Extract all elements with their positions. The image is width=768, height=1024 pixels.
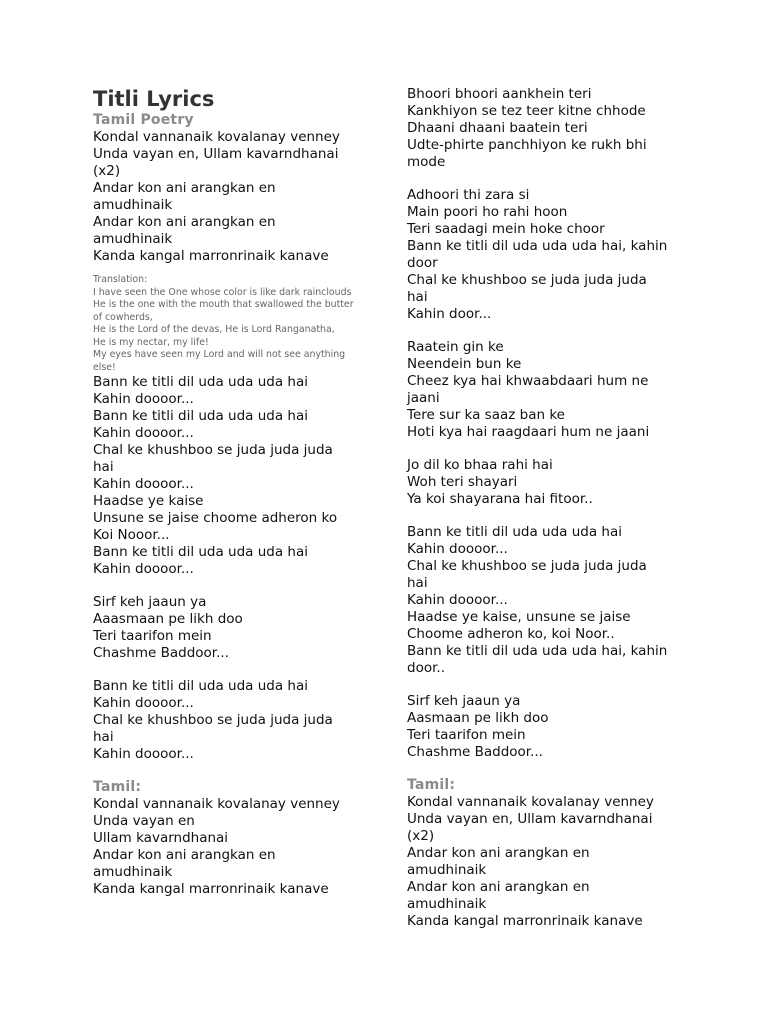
- text-line: amudhinaik: [407, 862, 487, 878]
- text-line: Kankhiyon se tez teer kitne chhode: [407, 103, 646, 119]
- tamil-heading-right: Tamil:: [407, 777, 456, 793]
- stanza-4: [407, 457, 697, 508]
- text-line: Udte-phirte panchhiyon ke rukh bhi: [407, 137, 647, 153]
- text-line: Bhoori bhoori aankhein teri: [407, 86, 592, 102]
- text-line: mode: [407, 154, 446, 170]
- text-line: He is my nectar, my life!: [93, 336, 209, 348]
- text-line: Bann ke titli dil uda uda uda hai: [93, 544, 309, 560]
- text-line: Andar kon ani arangkan en: [93, 180, 276, 196]
- text-line: hai: [407, 289, 428, 305]
- text-line: Chashme Baddoor...: [93, 645, 229, 661]
- text-line: else!: [93, 361, 116, 373]
- text-line: Woh teri shayari: [407, 474, 518, 490]
- text-line: Ya koi shayarana hai fitoor..: [407, 491, 593, 507]
- text-line: hai: [93, 459, 114, 475]
- text-line: Teri saadagi mein hoke choor: [407, 221, 605, 237]
- text-line: Cheez kya hai khwaabdaari hum ne: [407, 373, 649, 389]
- text-line: Chal ke khushboo se juda juda juda: [407, 272, 647, 288]
- text-line: Neendein bun ke: [407, 356, 522, 372]
- document-title: Titli Lyrics: [93, 87, 215, 111]
- text-line: door..: [407, 660, 445, 676]
- chorus-block-2: [93, 678, 383, 763]
- text-line: (x2): [93, 163, 121, 179]
- text-line: Main poori ho rahi hoon: [407, 204, 568, 220]
- stanza-3: [407, 339, 697, 441]
- text-line: Andar kon ani arangkan en: [407, 845, 590, 861]
- text-line: Chal ke khushboo se juda juda juda: [93, 712, 333, 728]
- text-line: (x2): [407, 828, 435, 844]
- text-line: Unda vayan en: [93, 813, 195, 829]
- text-line: Haadse ye kaise: [93, 493, 204, 509]
- text-line: Kahin doooor...: [93, 391, 194, 407]
- text-line: Kahin doooor...: [407, 592, 508, 608]
- text-line: Hoti kya hai raagdaari hum ne jaani: [407, 424, 650, 440]
- translation-label: Translation:: [93, 274, 148, 285]
- text-line: Unda vayan en, Ullam kavarndhanai: [407, 811, 653, 827]
- left-column: [93, 86, 383, 898]
- text-line: amudhinaik: [93, 864, 173, 880]
- text-line: Kahin door...: [407, 306, 492, 322]
- text-line: hai: [407, 575, 428, 591]
- text-line: Koi Nooor...: [93, 527, 170, 543]
- text-line: amudhinaik: [93, 231, 173, 247]
- text-line: Kahin doooor...: [407, 541, 508, 557]
- text-line: Bann ke titli dil uda uda uda hai: [93, 678, 309, 694]
- text-line: Kanda kangal marronrinaik kanave: [93, 881, 329, 897]
- text-line: Unda vayan en, Ullam kavarndhanai: [93, 146, 339, 162]
- tamil-block-right: [407, 794, 697, 930]
- text-line: Andar kon ani arangkan en: [407, 879, 590, 895]
- text-line: door: [407, 255, 438, 271]
- text-line: Kondal vannanaik kovalanay venney: [93, 796, 340, 812]
- text-line: Aaasmaan pe likh doo: [93, 611, 243, 627]
- text-line: Kanda kangal marronrinaik kanave: [407, 913, 643, 929]
- text-line: amudhinaik: [407, 896, 487, 912]
- text-line: Kondal vannanaik kovalanay venney: [93, 129, 340, 145]
- tamil-heading-left: Tamil:: [93, 779, 142, 795]
- text-line: Sirf keh jaaun ya: [93, 594, 207, 610]
- chorus-block-1: [93, 374, 383, 578]
- text-line: He is the Lord of the devas, He is Lord Ranganatha,: [93, 324, 335, 335]
- text-line: jaani: [407, 390, 440, 406]
- stanza-1: [407, 86, 697, 171]
- text-line: Kahin doooor...: [93, 476, 194, 492]
- text-line: Dhaani dhaani baatein teri: [407, 120, 588, 136]
- translation-block: [93, 287, 383, 375]
- text-line: My eyes have seen my Lord and will not see anything: [93, 349, 346, 360]
- text-line: Sirf keh jaaun ya: [407, 693, 521, 709]
- tamil-block-left: [93, 796, 383, 898]
- text-line: Kahin doooor...: [93, 746, 194, 762]
- text-line: Bann ke titli dil uda uda uda hai: [93, 408, 309, 424]
- verse-block-2: [93, 594, 383, 662]
- text-line: Bann ke titli dil uda uda uda hai, kahin: [407, 643, 668, 659]
- text-line: Bann ke titli dil uda uda uda hai: [407, 524, 623, 540]
- text-line: Aasmaan pe likh doo: [407, 710, 549, 726]
- text-line: Kahin doooor...: [93, 695, 194, 711]
- text-line: Choome adheron ko, koi Noor..: [407, 626, 615, 642]
- text-line: Chashme Baddoor...: [407, 744, 543, 760]
- text-line: He is the one with the mouth that swallowed the butter: [93, 299, 354, 310]
- text-line: Teri taarifon mein: [93, 628, 212, 644]
- stanza-5: [407, 524, 697, 677]
- text-line: hai: [93, 729, 114, 745]
- text-line: Teri taarifon mein: [407, 727, 526, 743]
- text-line: Kondal vannanaik kovalanay venney: [407, 794, 654, 810]
- text-line: Jo dil ko bhaa rahi hai: [407, 457, 553, 473]
- text-line: I have seen the One whose color is like dark rainclouds: [93, 286, 352, 298]
- text-line: Ullam kavarndhanai: [93, 830, 229, 846]
- text-line: Chal ke khushboo se juda juda juda: [93, 442, 333, 458]
- text-line: Kanda kangal marronrinaik kanave: [93, 248, 329, 264]
- text-line: Adhoori thi zara si: [407, 187, 530, 203]
- text-line: Bann ke titli dil uda uda uda hai, kahin: [407, 238, 668, 254]
- text-line: Andar kon ani arangkan en: [93, 214, 276, 230]
- text-line: Andar kon ani arangkan en: [93, 847, 276, 863]
- text-line: Chal ke khushboo se juda juda juda: [407, 558, 647, 574]
- text-line: Raatein gin ke: [407, 339, 504, 355]
- tamil-poetry-heading: Tamil Poetry: [93, 112, 194, 128]
- text-line: Kahin doooor...: [93, 425, 194, 441]
- text-line: Unsune se jaise choome adheron ko: [93, 510, 338, 526]
- poetry-block: [93, 129, 383, 265]
- stanza-2: [407, 187, 697, 323]
- text-line: Haadse ye kaise, unsune se jaise: [407, 609, 631, 625]
- text-line: of cowherds,: [93, 311, 153, 323]
- stanza-6: [407, 693, 697, 761]
- text-line: Kahin doooor...: [93, 561, 194, 577]
- text-line: Tere sur ka saaz ban ke: [407, 407, 565, 423]
- text-line: amudhinaik: [93, 197, 173, 213]
- right-column: [407, 86, 697, 930]
- text-line: Bann ke titli dil uda uda uda hai: [93, 374, 309, 390]
